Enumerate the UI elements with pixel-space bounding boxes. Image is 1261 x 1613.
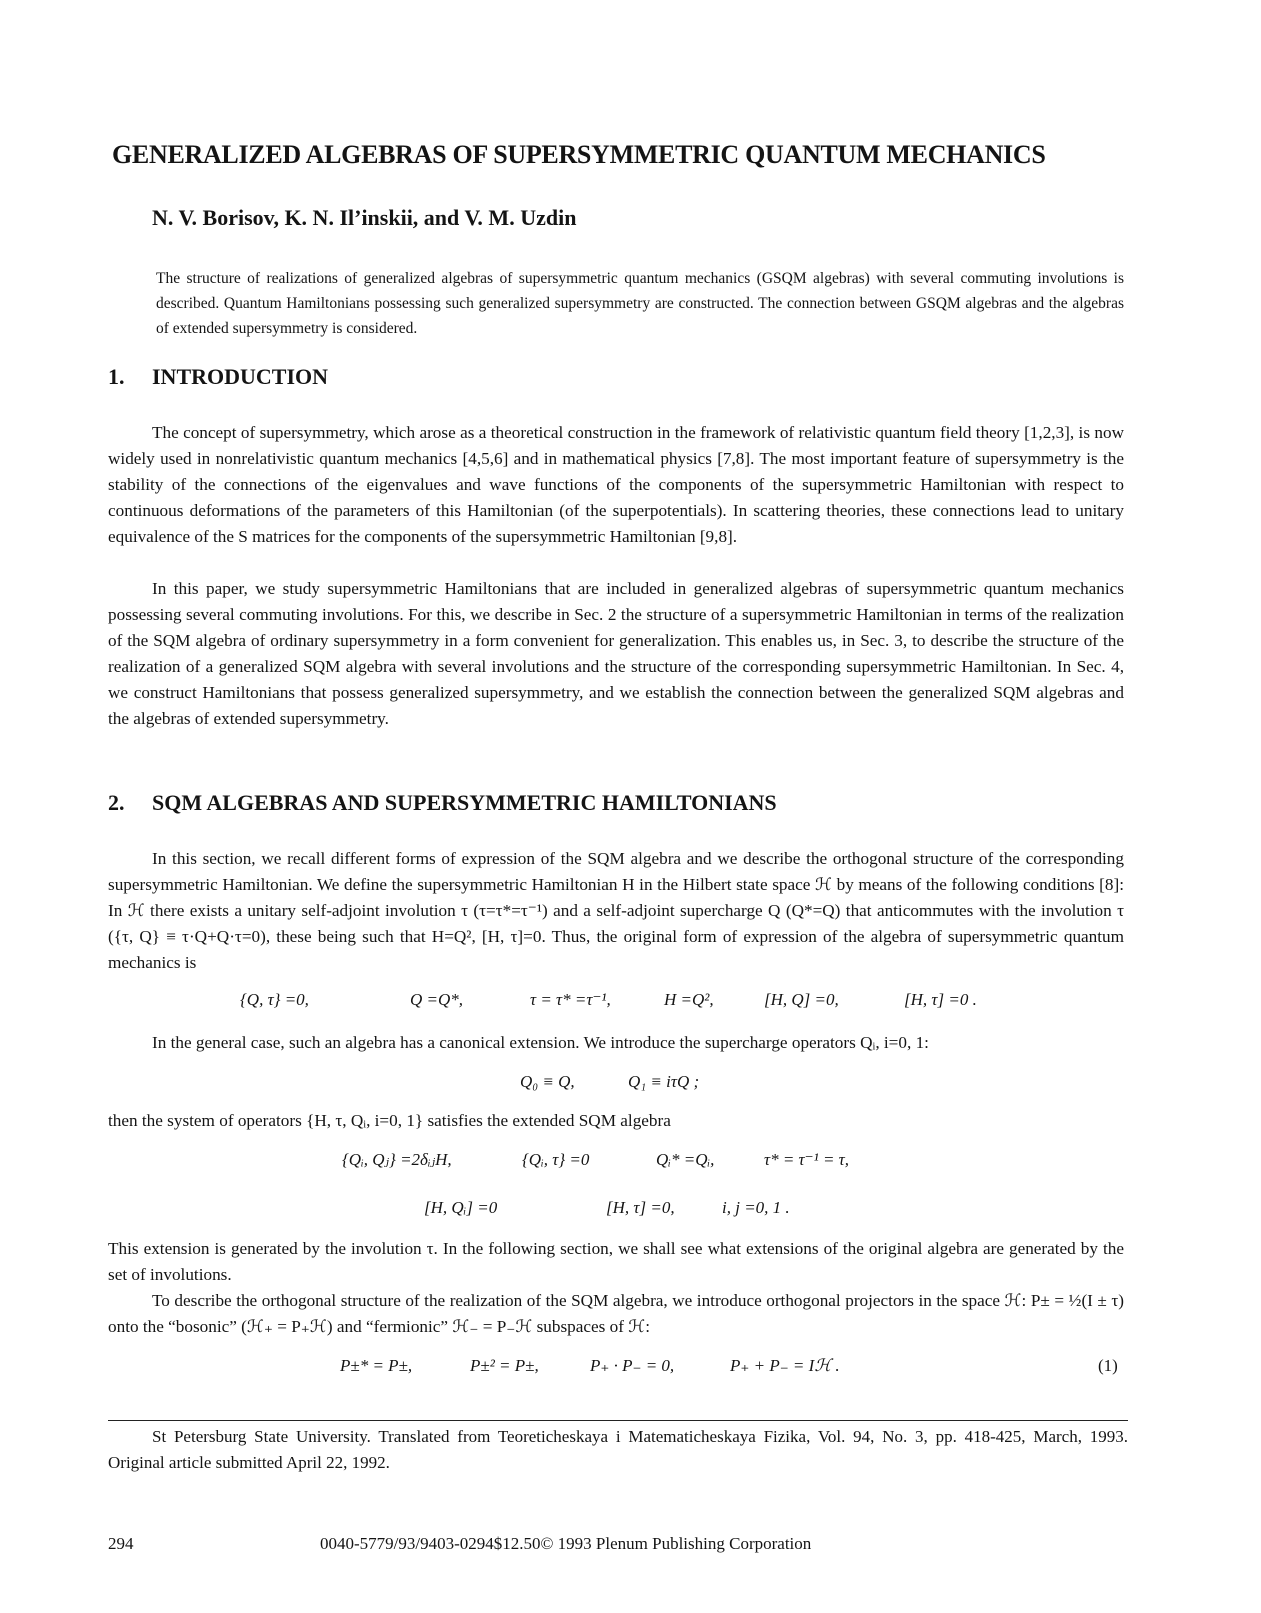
eq-term: {Qᵢ, τ} =0 bbox=[522, 1150, 590, 1169]
copyright-line: 0040-5779/93/9403-0294$12.50© 1993 Plenum Publishing Corporation bbox=[320, 1534, 812, 1553]
section-heading-introduction bbox=[108, 364, 328, 390]
equation-extended-sqm-line2 bbox=[0, 1198, 1261, 1224]
author-list: N. V. Borisov, K. N. Il’inskii, and V. M. Uzdin bbox=[152, 205, 577, 230]
intro-paragraph-2: In this paper, we study supersymmetric Hamiltonians that are included in generalized algebras of supersymmetric quantum mechanics possessing several commuting involutions. For this, we describe in Sec. 2 the structure of a supersymmetric Hamiltonian in terms of the realization of the SQM algebra of ordinary supersymmetry in a form convenient for generalization. This enables us, in Sec. 3, to describe the structure of the realization of a generalized SQM algebra with several involutions and the structure of the corresponding supersymmetric Hamiltonian. In Sec. 4, we construct Hamiltonians that possess generalized supersymmetry, and we establish the connection between the generalized SQM algebras and the algebras of extended supersymmetry. bbox=[108, 579, 1124, 728]
eq-term: [H, Q] =0, bbox=[764, 990, 839, 1009]
eq-term: Q₁ ≡ iτQ ; bbox=[628, 1072, 700, 1091]
equation-extended-sqm-line1 bbox=[0, 1150, 1261, 1176]
eq-term: P₊ · P₋ = 0, bbox=[590, 1356, 675, 1375]
eq-term: τ* = τ⁻¹ = τ, bbox=[764, 1150, 850, 1169]
intro-paragraph-1: The concept of supersymmetry, which arose as a theoretical construction in the framework of relativistic quantum field theory [1,2,3], is now widely used in nonrelativistic quantum mechanics [4,5,6] and in mathematical physics [7,8]. The most important feature of supersymmetry is the stability of the connections of the eigenvalues and wave functions of the components of the supersymmetric Hamiltonian with respect to continuous deformations of the parameters of this Hamiltonian (of the superpotentials). In scattering theories, these connections lead to unitary equivalence of the S matrices for the components of the supersymmetric Hamiltonian [9,8]. bbox=[108, 423, 1124, 546]
footnote-divider bbox=[108, 1420, 1128, 1421]
section-heading-sqm-algebras bbox=[108, 790, 777, 816]
section-number: 1. bbox=[108, 364, 125, 389]
eq-term: P₊ + P₋ = Iℋ . bbox=[730, 1356, 840, 1375]
section2-paragraph-4: This extension is generated by the involution τ. In the following section, we shall see what extensions of the original algebra are generated by the set of involutions. bbox=[108, 1239, 1124, 1284]
eq-term: Qᵢ* =Qᵢ, bbox=[656, 1150, 715, 1169]
eq-term: i, j =0, 1 . bbox=[722, 1198, 790, 1217]
eq-term: Q₀ ≡ Q, bbox=[520, 1072, 575, 1091]
eq-term: [H, Qᵢ] =0 bbox=[424, 1198, 498, 1217]
equation-1-projectors bbox=[0, 1356, 1261, 1382]
eq-term: H =Q², bbox=[664, 990, 714, 1009]
eq-term: {Qᵢ, Qⱼ} =2δᵢⱼH, bbox=[342, 1150, 452, 1169]
eq-term: {Q, τ} =0, bbox=[240, 990, 309, 1009]
section2-paragraph-3: then the system of operators {H, τ, Qᵢ, i=0, 1} satisfies the extended SQM algebra bbox=[108, 1111, 671, 1130]
section2-paragraph-5: To describe the orthogonal structure of the realization of the SQM algebra, we introduce orthogonal projectors in the space ℋ: P± = ½(I ± τ) onto the “bosonic” (ℋ₊ = P₊ℋ) and “fermionic” ℋ₋ = P₋ℋ subspaces of ℋ: bbox=[108, 1291, 1124, 1336]
paper-title: GENERALIZED ALGEBRAS OF SUPERSYMMETRIC QUANTUM MECHANICS bbox=[112, 140, 1046, 169]
eq-term: Q =Q*, bbox=[410, 990, 464, 1009]
eq-term: P±* = P±, bbox=[340, 1356, 413, 1375]
eq-term: P±² = P±, bbox=[470, 1356, 539, 1375]
eq-term: [H, τ] =0 . bbox=[904, 990, 977, 1009]
abstract: The structure of realizations of generalized algebras of supersymmetric quantum mechanics (GSQM algebras) with several commuting involutions is described. Quantum Hamiltonians possessing such generalized supersymmetry are constructed. The connection between GSQM algebras and the algebras of extended supersymmetry is considered. bbox=[156, 270, 1124, 337]
section-title: INTRODUCTION bbox=[152, 364, 329, 389]
section-title: SQM ALGEBRAS AND SUPERSYMMETRIC HAMILTONIANS bbox=[152, 790, 777, 815]
eq-term: τ = τ* =τ⁻¹, bbox=[530, 990, 611, 1009]
equation-number: (1) bbox=[1098, 1356, 1118, 1375]
page-number: 294 bbox=[108, 1534, 134, 1553]
equation-sqm-algebra bbox=[0, 990, 1261, 1016]
eq-term: [H, τ] =0, bbox=[606, 1198, 675, 1217]
section2-paragraph-2: In the general case, such an algebra has a canonical extension. We introduce the supercharge operators Qᵢ, i=0, 1: bbox=[152, 1033, 929, 1052]
section-number: 2. bbox=[108, 790, 125, 815]
footnote: St Petersburg State University. Translated from Teoreticheskaya i Matematicheskaya Fizika, Vol. 94, No. 3, pp. 418-425, March, 1993. Original article submitted April 22, 1992. bbox=[108, 1427, 1128, 1472]
equation-supercharges bbox=[0, 1072, 1261, 1098]
section2-paragraph-1: In this section, we recall different forms of expression of the SQM algebra and we describe the orthogonal structure of the corresponding supersymmetric Hamiltonian. We define the supersymmetric Hamiltonian H in the Hilbert state space ℋ by means of the following conditions [8]: In ℋ there exists a unitary self-adjoint involution τ (τ=τ*=τ⁻¹) and a self-adjoint supercharge Q (Q*=Q) that anticommutes with the involution τ ({τ, Q} ≡ τ·Q+Q·τ=0), these being such that H=Q², [H, τ]=0. Thus, the original form of expression of the algebra of supersymmetric quantum mechanics is bbox=[108, 849, 1124, 972]
